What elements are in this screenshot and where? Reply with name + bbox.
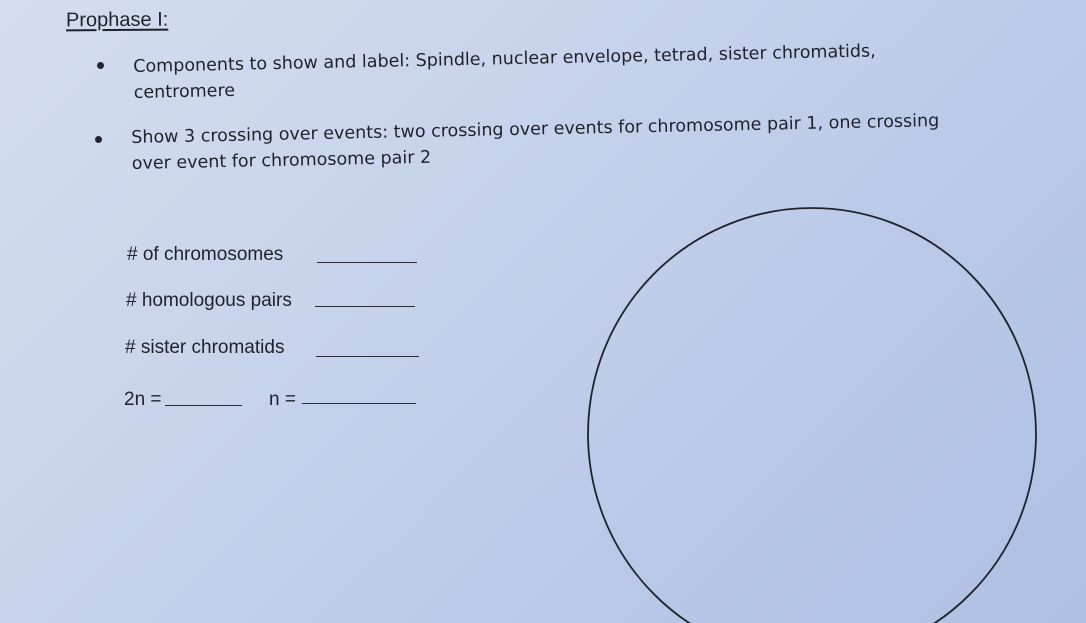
instruction-crossing-over-line1: Show 3 crossing over events: two crossing over events for chromosome pair 1, one crossing [131, 111, 940, 148]
chromosomes-label: # of chromosomes [127, 244, 284, 265]
instruction-components-line2: centromere [133, 80, 236, 103]
homologous-pairs-label: # homologous pairs [126, 290, 292, 311]
sister-chromatids-label: # sister chromatids [125, 337, 285, 358]
instruction-components-line1: Components to show and label: Spindle, nuclear envelope, tetrad, sister chromatids, [133, 41, 876, 77]
cell-outline-circle [588, 208, 1036, 623]
instruction-crossing-over-line2: over event for chromosome pair 2 [131, 147, 432, 174]
haploid-label: n = [269, 389, 296, 410]
diploid-label: 2n = [124, 389, 162, 410]
page-title: Prophase I: [65, 8, 169, 32]
